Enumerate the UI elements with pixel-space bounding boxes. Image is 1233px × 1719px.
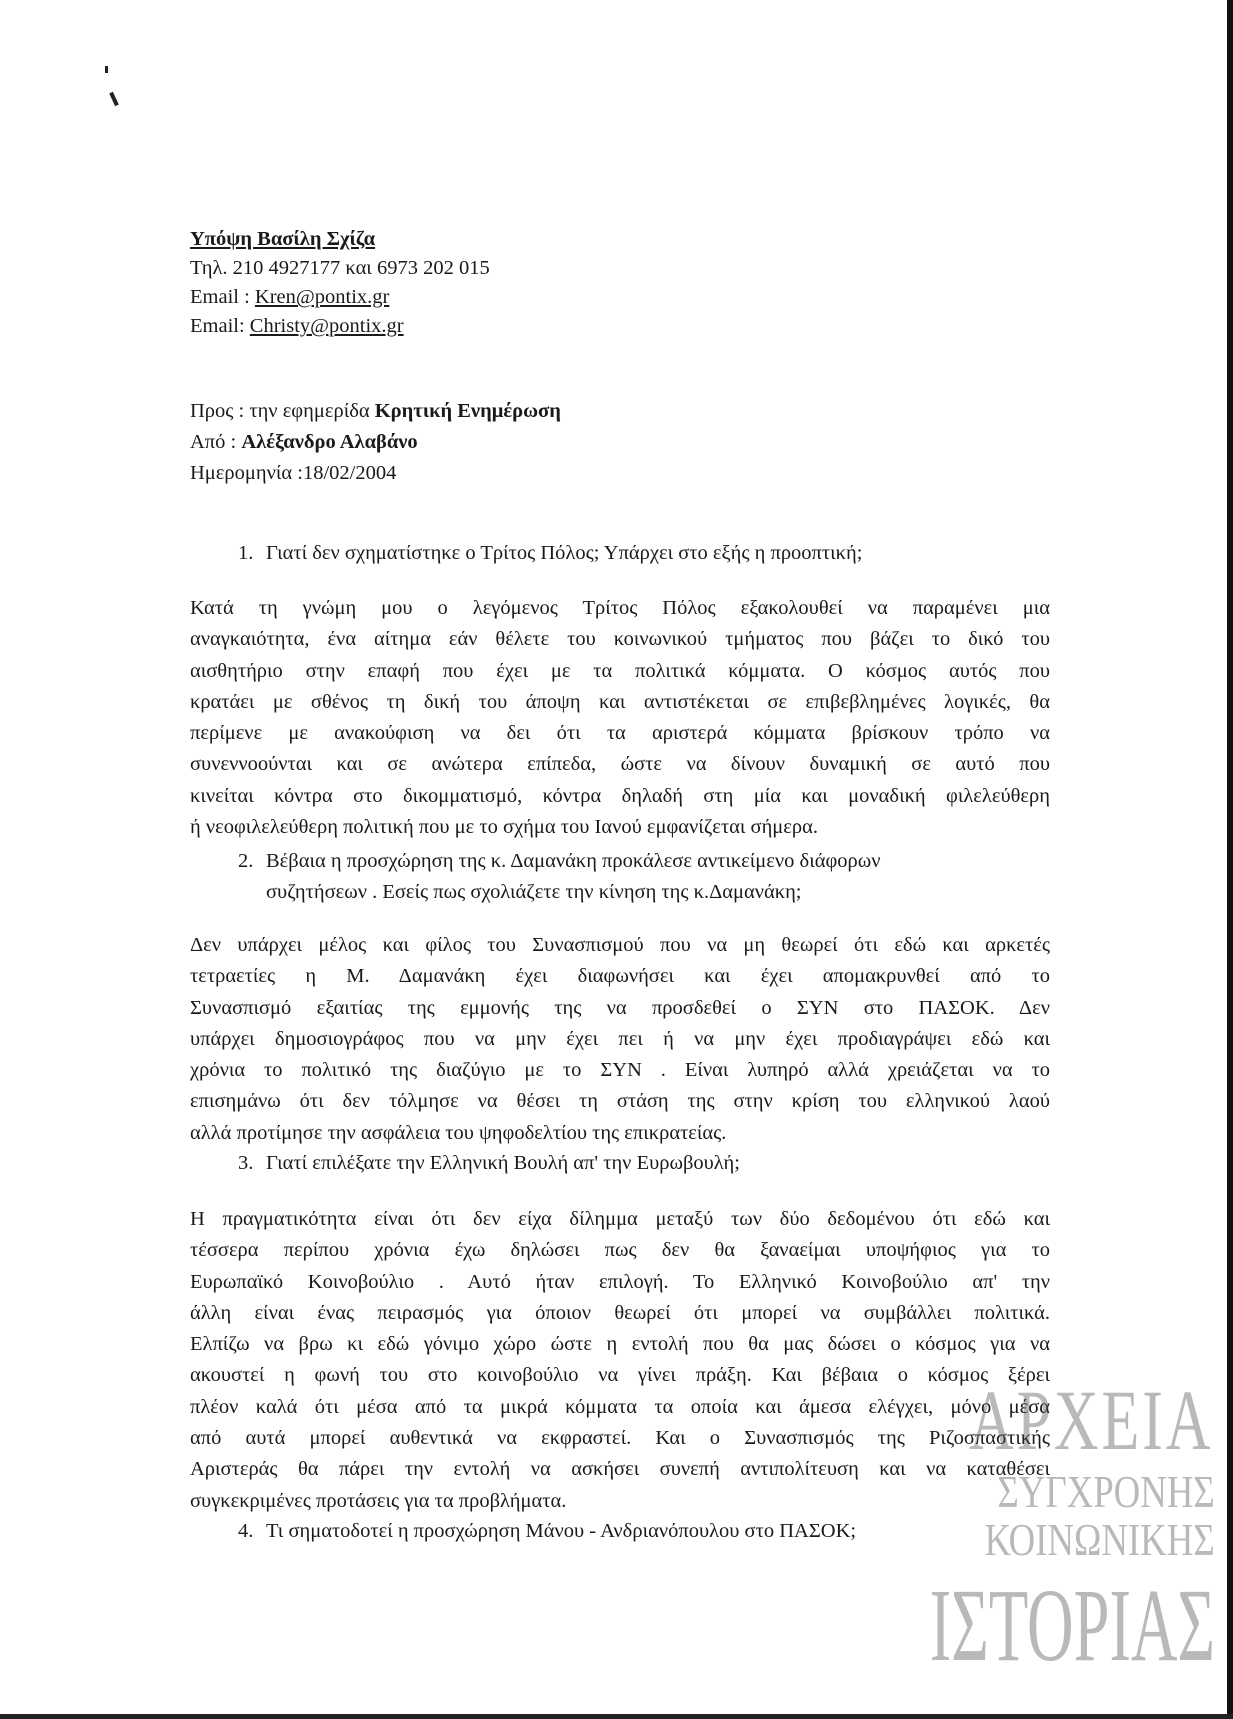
watermark-line-3: ΚΟΙΝΩΝΙΚΗΣ: [984, 1514, 1215, 1565]
email-link-1[interactable]: Kren@pontix.gr: [254, 286, 390, 308]
from-line: [190, 427, 561, 458]
to-label: Προς : την εφημερίδα: [190, 400, 375, 422]
answer-line: Ευρωπαϊκό Κοινοβούλιο . Αυτό ήταν επιλογή. Το Ελληνικό Κοινοβούλιο απ' την: [190, 1270, 1050, 1293]
answer-line: τέσσερα περίπου χρόνια έχω δηλώσει πως δεν θα ξαναείμαι υποψήφιος για το: [190, 1239, 1050, 1262]
answer-line: υπάρχει δημοσιογράφος που να μην έχει πει ή να μην έχει προδιαγράψει εδώ και: [190, 1027, 1050, 1050]
email-line-1: [190, 283, 490, 312]
question-1: [238, 538, 862, 569]
answer-line: συνεννοούνται και σε ανώτερα επίπεδα, ώστε να δίνουν δυναμική σε αυτό που: [190, 753, 1050, 776]
answer-line: αισθητήριο στην επαφή που έχει με τα πολιτικά κόμματα. Ο κόσμος αυτός που: [190, 659, 1050, 682]
question-number: 1.: [238, 542, 254, 564]
answer-line: κινείται κόντρα στο δικομματισμό, κόντρα δηλαδή στη μία και μοναδική φιλελεύθερη: [190, 784, 1050, 807]
question-3: [238, 1148, 740, 1179]
question-text: Τι σηματοδοτεί η προσχώρηση Μάνου - Ανδριανόπουλου στο ΠΑΣΟΚ;: [266, 1520, 857, 1542]
answer-line: περίμενε με ανακούφιση να δει ότι τα αριστερά κόμματα βρίσκουν τρόπο να: [190, 722, 1050, 745]
email-label: Email :: [190, 286, 255, 308]
answer-line: συγκεκριμένες προτάσεις για τα προβλήματα.: [190, 1489, 567, 1512]
answer-line: άλλη είναι ένας πειρασμός για όποιον θεωρεί ότι μπορεί να συμβάλλει πολιτικά.: [190, 1301, 1050, 1324]
letter-meta: [190, 396, 561, 489]
question-text: Βέβαια η προσχώρηση της κ. Δαμανάκη προκάλεσε αντικείμενο διάφορων: [266, 850, 881, 872]
answer-line: ακουστεί η φωνή του στο κοινοβούλιο να γίνει πράξη. Και βέβαια ο κόσμος ξέρει: [190, 1364, 1050, 1387]
question-number: 2.: [238, 850, 254, 872]
answer-line: Δεν υπάρχει μέλος και φίλος του Συνασπισμού που να μη θεωρεί ότι εδώ και αρκετές: [190, 934, 1050, 956]
recipient-block: [190, 225, 490, 341]
date-line: Ημερομηνία :18/02/2004: [190, 462, 397, 484]
answer-line: πλέον καλά ότι μέσα από τα μικρά κόμματα τα οποία και άμεσα ελέγχει, μόνο μέσα: [190, 1395, 1050, 1418]
email-line-2: [190, 312, 490, 341]
answer-line: τετραετίες η Μ. Δαμανάκη έχει διαφωνήσει και έχει απομακρυνθεί από το: [190, 965, 1050, 988]
question-text-continued: συζητήσεων . Εσείς πως σχολιάζετε την κίνηση της κ.Δαμανάκη;: [266, 881, 802, 903]
email-link-2[interactable]: Christy@pontix.gr: [249, 315, 404, 337]
email-label: Email:: [190, 315, 250, 337]
scan-edge-right: [1227, 0, 1233, 1719]
recipient-name: Υπόψη Βασίλη Σχίζα: [190, 228, 376, 250]
answer-line: Ελπίζω να βρω κι εδώ γόνιμο χώρο ώστε η εντολή που θα μας δώσει ο κόσμος για να: [190, 1333, 1050, 1356]
question-text: Γιατί δεν σχηματίστηκε ο Τρίτος Πόλος; Υπάρχει στο εξής η προοπτική;: [266, 542, 863, 564]
answer-line: χρόνια το πολιτικό της διαζύγιο με το ΣΥΝ . Είναι λυπηρό αλλά χρειάζεται να το: [190, 1059, 1050, 1082]
answer-2: [190, 930, 1050, 1149]
answer-line: αλλά προτίμησε την ασφάλεια του ψηφοδελτίου της επικρατείας.: [190, 1121, 727, 1144]
scan-speck: [109, 92, 119, 106]
from-name: Αλέξανδρο Αλαβάνο: [241, 431, 418, 453]
question-number: 4.: [238, 1520, 254, 1542]
answer-1: [190, 593, 1050, 843]
scan-speck: [105, 66, 108, 73]
watermark-line-4: ΙΣΤΟΡΙΑΣ: [929, 1568, 1215, 1683]
answer-line: ή νεοφιλελεύθερη πολιτική που με το σχήμα του Ιανού εμφανίζεται σήμερα.: [190, 816, 819, 839]
question-text: Γιατί επιλέξατε την Ελληνική Βουλή απ' την Ευρωβουλή;: [266, 1152, 740, 1174]
scan-edge-bottom: [0, 1714, 1233, 1719]
phone-line: Τηλ. 210 4927177 και 6973 202 015: [190, 257, 490, 279]
answer-line: Κατά τη γνώμη μου ο λεγόμενος Τρίτος Πόλος εξακολουθεί να παραμένει μια: [190, 597, 1050, 619]
answer-line: επισημάνω ότι δεν τόλμησε να θέσει τη στάση της στην κρίση του ελληνικού λαού: [190, 1090, 1050, 1113]
to-line: [190, 396, 561, 427]
answer-line: αναγκαιότητα, ένα αίτημα εάν θέλετε του κοινωνικού τμήματος που βάζει το δικό του: [190, 628, 1050, 651]
question-number: 3.: [238, 1152, 254, 1174]
answer-line: κρατάει με σθένος τη δική του άποψη και αντιστέκεται σε επιβεβλημένες λογικές, θα: [190, 690, 1050, 713]
question-4: [238, 1516, 856, 1547]
from-label: Από :: [190, 431, 242, 453]
answer-3: [190, 1204, 1050, 1517]
answer-line: Συνασπισμό εξαιτίας της εμμονής της να προσδεθεί ο ΣΥΝ στο ΠΑΣΟΚ. Δεν: [190, 996, 1050, 1019]
question-2: [238, 846, 881, 908]
watermark-line-1: ΑΡΧΕΙΑ: [968, 1372, 1213, 1468]
answer-line: από αυτά μπορεί αυθεντικά να εκφραστεί. Και ο Συνασπισμός της Ριζοσπαστικής: [190, 1427, 1050, 1450]
newspaper-name: Κρητική Ενημέρωση: [374, 400, 561, 422]
watermark-line-2: ΣΥΓΧΡΟΝΗΣ: [997, 1466, 1215, 1517]
answer-line: Αριστεράς θα πάρει την εντολή να ασκήσει συνεπή αντιπολίτευση και να καταθέσει: [190, 1458, 1050, 1481]
answer-line: Η πραγματικότητα είναι ότι δεν είχα δίλημμα μεταξύ των δύο δεδομένου ότι εδώ και: [190, 1208, 1050, 1230]
